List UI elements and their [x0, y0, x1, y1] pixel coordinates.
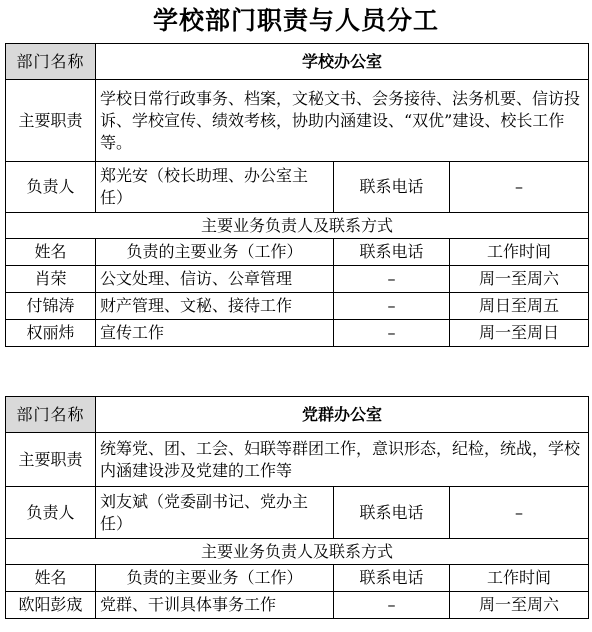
- dept-name-label: 部门名称: [6, 397, 96, 433]
- member-business: 公文处理、信访、公章管理: [96, 266, 334, 293]
- head-phone-value: –: [450, 162, 589, 213]
- section-header: 主要业务负责人及联系方式: [6, 539, 589, 565]
- head-value: 刘友斌（党委副书记、党办主任）: [96, 487, 334, 539]
- member-name: 欧阳彭宬: [6, 592, 96, 619]
- member-time: 周一至周六: [450, 266, 589, 293]
- col-header-time: 工作时间: [450, 239, 589, 266]
- page-title: 学校部门职责与人员分工: [152, 6, 439, 35]
- department-table-party: [5, 396, 589, 619]
- col-header-phone: 联系电话: [334, 565, 450, 592]
- col-header-business: 负责的主要业务（工作）: [96, 565, 334, 592]
- head-phone-label: 联系电话: [334, 162, 450, 213]
- member-phone: –: [334, 293, 450, 320]
- dept-name-label: 部门名称: [6, 44, 96, 80]
- member-name: 付锦涛: [6, 293, 96, 320]
- table-row: [6, 293, 589, 320]
- head-phone-value: –: [450, 487, 589, 539]
- dept-name-value: 学校办公室: [96, 44, 589, 80]
- member-business: 财产管理、文秘、接待工作: [96, 293, 334, 320]
- table-row: [6, 592, 589, 619]
- member-time: 周一至周六: [450, 592, 589, 619]
- main-duty-label: 主要职责: [6, 80, 96, 162]
- member-business: 党群、干训具体事务工作: [96, 592, 334, 619]
- col-header-name: 姓名: [6, 239, 96, 266]
- col-header-phone: 联系电话: [334, 239, 450, 266]
- main-duty-label: 主要职责: [6, 433, 96, 487]
- head-label: 负责人: [6, 487, 96, 539]
- table-row: [6, 266, 589, 293]
- member-phone: –: [334, 320, 450, 347]
- member-business: 宣传工作: [96, 320, 334, 347]
- col-header-time: 工作时间: [450, 565, 589, 592]
- member-phone: –: [334, 592, 450, 619]
- main-duty-value: 学校日常行政事务、档案，文秘文书、会务接待、法务机要、信访投诉、学校宣传、绩效考核，协助内涵建设、“双优”建设、校长工作等。: [96, 80, 589, 162]
- col-header-business: 负责的主要业务（工作）: [96, 239, 334, 266]
- section-header: 主要业务负责人及联系方式: [6, 213, 589, 239]
- main-duty-value: 统筹党、团、工会、妇联等群团工作，意识形态，纪检，统战，学校内涵建设涉及党建的工作等: [96, 433, 589, 487]
- dept-name-value: 党群办公室: [96, 397, 589, 433]
- head-label: 负责人: [6, 162, 96, 213]
- member-name: 权丽炜: [6, 320, 96, 347]
- member-time: 周一至周日: [450, 320, 589, 347]
- table-row: [6, 320, 589, 347]
- department-table-office: [5, 43, 589, 347]
- head-value: 郑光安（校长助理、办公室主任）: [96, 162, 334, 213]
- member-phone: –: [334, 266, 450, 293]
- head-phone-label: 联系电话: [334, 487, 450, 539]
- member-name: 肖荣: [6, 266, 96, 293]
- member-time: 周日至周五: [450, 293, 589, 320]
- col-header-name: 姓名: [6, 565, 96, 592]
